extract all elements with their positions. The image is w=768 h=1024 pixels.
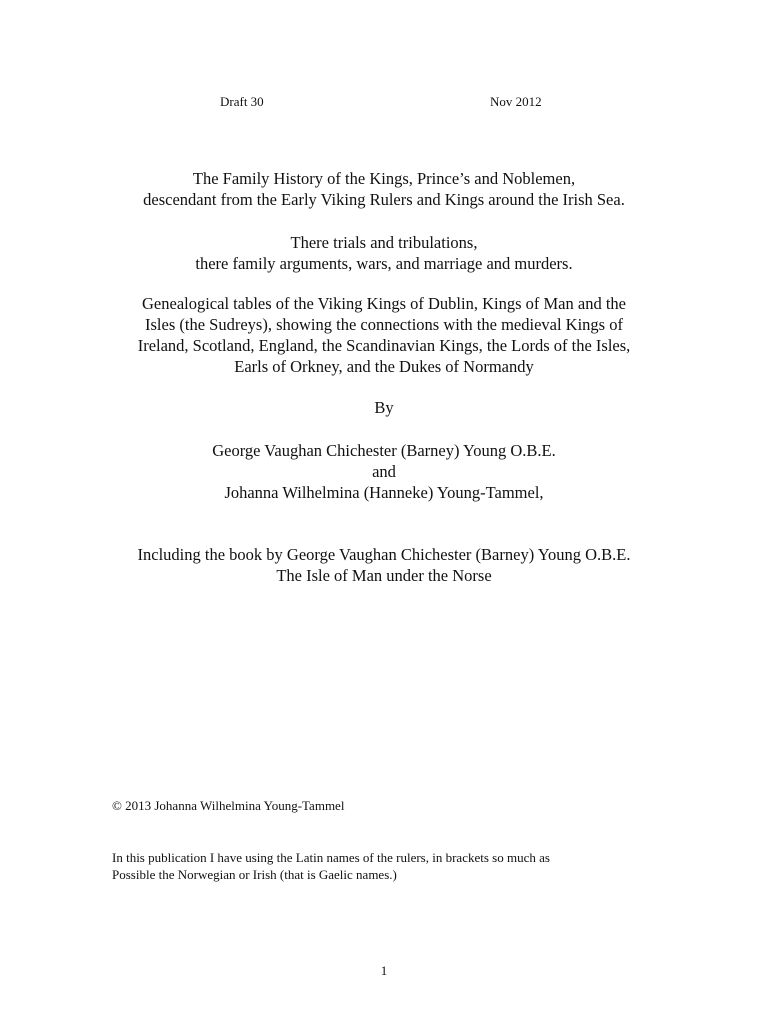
draft-date: Nov 2012	[490, 94, 542, 109]
note-line-2: Possible the Norwegian or Irish (that is Gaelic names.)	[112, 867, 397, 882]
authors-block	[0, 440, 768, 503]
including-line-2: The Isle of Man under the Norse	[276, 566, 492, 585]
document-subtitle: descendant from the Early Viking Rulers and Kings around the Irish Sea.	[143, 190, 625, 209]
copyright-notice: © 2013 Johanna Wilhelmina Young-Tammel	[112, 798, 345, 813]
genealogy-description	[0, 293, 768, 377]
genealogy-line-2: Isles (the Sudreys), showing the connections with the medieval Kings of	[145, 315, 623, 334]
including-block	[0, 544, 768, 586]
genealogy-line-4: Earls of Orkney, and the Dukes of Normandy	[234, 357, 534, 376]
by-label: By	[374, 398, 394, 417]
draft-label: Draft 30	[220, 94, 264, 109]
and-label: and	[372, 462, 396, 481]
author-2: Johanna Wilhelmina (Hanneke) Young-Tammel,	[224, 483, 544, 502]
title-block	[0, 168, 768, 210]
page-number: 1	[380, 963, 388, 978]
including-line-1: Including the book by George Vaughan Chichester (Barney) Young O.B.E.	[137, 545, 631, 564]
note-line-1: In this publication I have using the Latin names of the rulers, in brackets so much as	[112, 850, 550, 865]
genealogy-line-3: Ireland, Scotland, England, the Scandinavian Kings, the Lords of the Isles,	[137, 336, 631, 355]
author-1: George Vaughan Chichester (Barney) Young O.B.E.	[212, 441, 556, 460]
trials-line-2: there family arguments, wars, and marriage and murders.	[195, 254, 573, 273]
publication-note	[112, 849, 550, 883]
genealogy-line-1: Genealogical tables of the Viking Kings of Dublin, Kings of Man and the	[142, 294, 626, 313]
document-title: The Family History of the Kings, Prince’s and Noblemen,	[192, 169, 576, 188]
trials-line-1: There trials and tribulations,	[290, 233, 478, 252]
trials-block	[0, 232, 768, 274]
